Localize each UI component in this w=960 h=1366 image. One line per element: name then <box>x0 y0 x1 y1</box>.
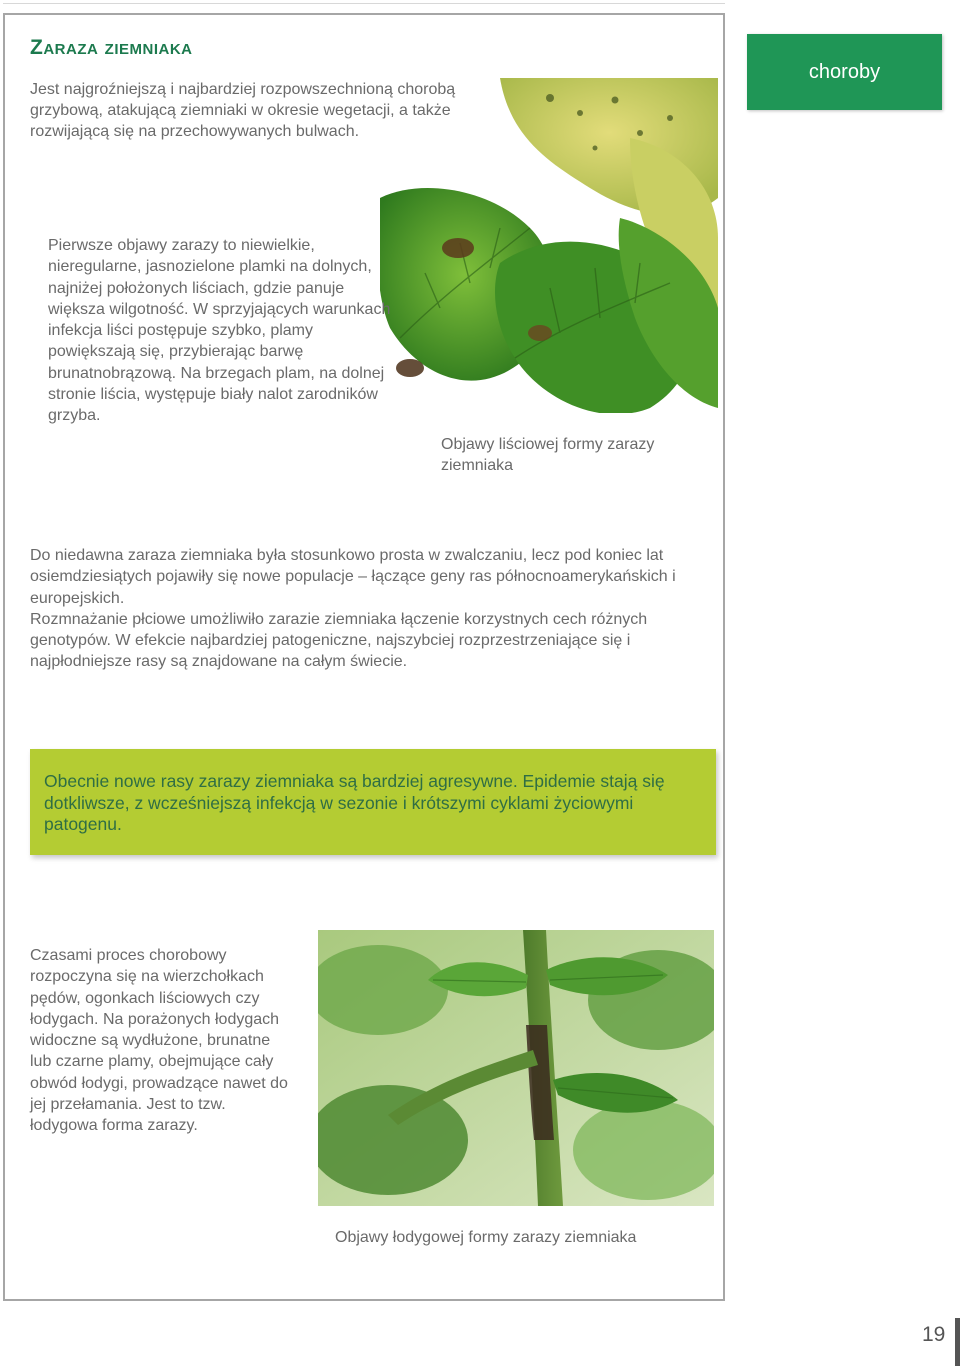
body-paragraph-2: Rozmnażanie płciowe umożliwiło zarazie ziemniaka łączenie korzystnych cech różnych genotypów. W efekcie najbardziej patogeniczne, najszybciej rozprzestrzeniające się i najpłodniejsze rasy są znajdowane na całym świecie. <box>30 610 648 671</box>
category-badge <box>747 34 942 110</box>
section-title: Zaraza ziemniaka <box>30 36 193 59</box>
page-number: 19 <box>922 1323 946 1346</box>
top-rule <box>3 3 725 4</box>
symptoms-paragraph: Pierwsze objawy zarazy to niewielkie, nieregularne, jasnozielone plamki na dolnych, najniżej położonych liściach, gdzie panuje większa wilgotność. W sprzyjających warunkach infekcja liści postępuje szybko, plamy powiększają się, przybierając barwę brunatnobrązową. Na brzegach plam, na dolnej stronie liścia, występuje biały nalot zarodników grzyba. <box>48 237 391 425</box>
category-badge-label: choroby <box>808 60 881 83</box>
page-number-bar <box>955 1318 960 1366</box>
body-paragraph-1: Do niedawna zaraza ziemniaka była stosunkowo prosta w zwalczaniu, lecz pod koniec lat osiemdziesiątych pojawiły się nowe populacje – łączące geny ras północnoamerykańskich i europejskich. <box>30 547 676 607</box>
intro-paragraph: Jest najgroźniejszą i najbardziej rozpowszechnioną chorobą grzybową, atakującą ziemniaki w okresie wegetacji, a także rozwijającą się na przechowywanych bulwach. <box>30 81 456 140</box>
stem-blight-photo <box>318 930 714 1206</box>
highlight-callout <box>30 749 716 855</box>
leaf-blight-photo <box>380 78 718 418</box>
body-text <box>30 545 720 673</box>
stem-photo-caption: Objawy łodygowej formy zarazy ziemniaka <box>335 1229 637 1246</box>
stem-form-paragraph: Czasami proces chorobowy rozpoczyna się na wierzchołkach pędów, ogonkach liściowych czy łodygach. Na porażonych łodygach widoczne są wydłużone, brunatne lub czarne plamy, obejmujące cały obwód łodygi, prowadzące nawet do jej przełamania. Jest to tzw. łodygowa forma zarazy. <box>30 947 288 1135</box>
leaf-photo-caption: Objawy liściowej formy zarazy ziemniaka <box>441 436 655 474</box>
callout-text: Obecnie nowe rasy zarazy ziemniaka są bardziej agresywne. Epidemie stają się dotkliwsze, z wcześniejszą infekcją w sezonie i krótszymi cyklami życiowymi patogenu. <box>44 771 665 834</box>
